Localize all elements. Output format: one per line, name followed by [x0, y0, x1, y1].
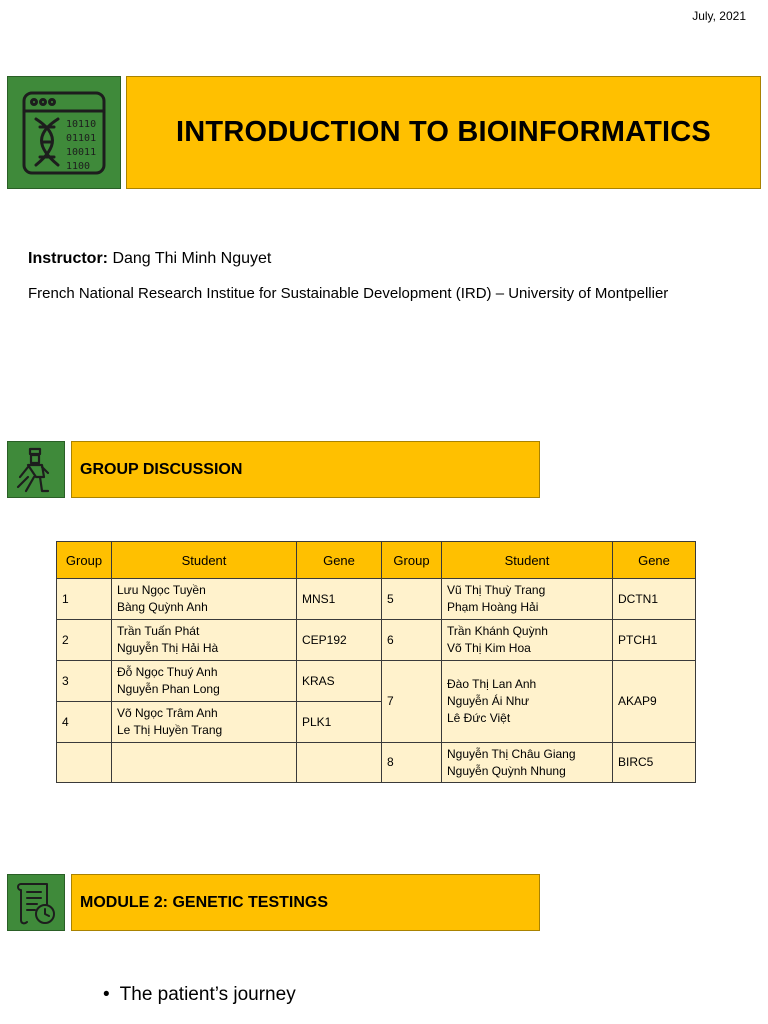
svg-text:10110: 10110: [66, 118, 97, 130]
gene-cell: BIRC5: [613, 743, 696, 783]
group-discussion-banner: [71, 441, 540, 498]
gene-cell: AKAP9: [613, 661, 696, 743]
student-name: Đỗ Ngọc Thuý Anh: [117, 665, 218, 679]
header-gene: Gene: [613, 542, 696, 579]
person-walking-icon: [7, 441, 65, 498]
empty-cell: [57, 743, 112, 783]
gene-cell: KRAS: [297, 661, 382, 702]
date-label: July, 2021: [692, 9, 746, 23]
student-name: Võ Thị Kim Hoa: [447, 641, 531, 655]
header-gene: Gene: [297, 542, 382, 579]
student-cell: [112, 579, 297, 620]
student-name: Đào Thị Lan Anh: [447, 677, 537, 691]
table-row: [57, 743, 696, 783]
module-title: MODULE 2: GENETIC TESTINGS: [80, 893, 329, 911]
student-name: Võ Ngọc Trâm Anh: [117, 706, 218, 720]
header-student: Student: [442, 542, 613, 579]
svg-text:01101: 01101: [66, 132, 97, 144]
gene-cell: DCTN1: [613, 579, 696, 620]
student-cell: [112, 620, 297, 661]
student-cell: [442, 661, 613, 743]
student-cell: [442, 743, 613, 783]
student-cell: [112, 661, 297, 702]
student-name: Bàng Quỳnh Anh: [117, 600, 208, 614]
bullet-marker: •: [103, 984, 110, 1005]
group-discussion-title: GROUP DISCUSSION: [80, 460, 243, 478]
instructor-line: [28, 250, 271, 268]
header-group: Group: [382, 542, 442, 579]
instructor-affiliation: French National Research Institue for Sustainable Development (IRD) – University of Montpellier: [28, 285, 669, 302]
header-group: Group: [57, 542, 112, 579]
student-name: Nguyễn Thị Hải Hà: [117, 641, 219, 655]
page-title: INTRODUCTION TO BIOINFORMATICS: [176, 116, 711, 148]
student-name: Vũ Thị Thuỳ Trang: [447, 583, 546, 597]
student-name: Lê Đức Việt: [447, 711, 511, 725]
bullet-item: [103, 984, 296, 1006]
groups-table: [56, 541, 696, 783]
group-number: 1: [57, 579, 112, 620]
document-clock-icon: [7, 874, 65, 931]
table-row: [57, 579, 696, 620]
student-name: Le Thị Huyền Trang: [117, 723, 223, 737]
header-student: Student: [112, 542, 297, 579]
group-number: 7: [382, 661, 442, 743]
table-row: [57, 620, 696, 661]
student-name: Nguyễn Ái Như: [447, 694, 530, 708]
gene-cell: MNS1: [297, 579, 382, 620]
svg-text:1100: 1100: [66, 160, 91, 172]
student-name: Phạm Hoàng Hải: [447, 600, 539, 614]
instructor-label: Instructor:: [28, 250, 108, 267]
student-name: Trần Tuấn Phát: [117, 624, 200, 638]
group-number: 5: [382, 579, 442, 620]
student-name: Nguyễn Phan Long: [117, 682, 220, 696]
group-number: 4: [57, 702, 112, 743]
student-cell: [442, 579, 613, 620]
gene-cell: PTCH1: [613, 620, 696, 661]
gene-cell: PLK1: [297, 702, 382, 743]
student-cell: [442, 620, 613, 661]
svg-text:10011: 10011: [66, 146, 97, 158]
student-name: Lưu Ngọc Tuyền: [117, 583, 206, 597]
group-number: 8: [382, 743, 442, 783]
student-cell: [112, 702, 297, 743]
gene-cell: CEP192: [297, 620, 382, 661]
instructor-name: Dang Thi Minh Nguyet: [112, 250, 272, 267]
student-name: Nguyễn Quỳnh Nhung: [447, 763, 566, 778]
student-name: Nguyễn Thị Châu Giang: [447, 746, 576, 761]
dna-code-icon: [7, 76, 121, 189]
empty-cell: [112, 743, 297, 783]
title-banner: [126, 76, 761, 189]
table-row: [57, 661, 696, 702]
module-banner: [71, 874, 540, 931]
group-number: 2: [57, 620, 112, 661]
bullet-text: The patient’s journey: [119, 984, 296, 1005]
table-header-row: [57, 542, 696, 579]
group-number: 6: [382, 620, 442, 661]
empty-cell: [297, 743, 382, 783]
group-number: 3: [57, 661, 112, 702]
student-name: Trần Khánh Quỳnh: [447, 624, 548, 638]
